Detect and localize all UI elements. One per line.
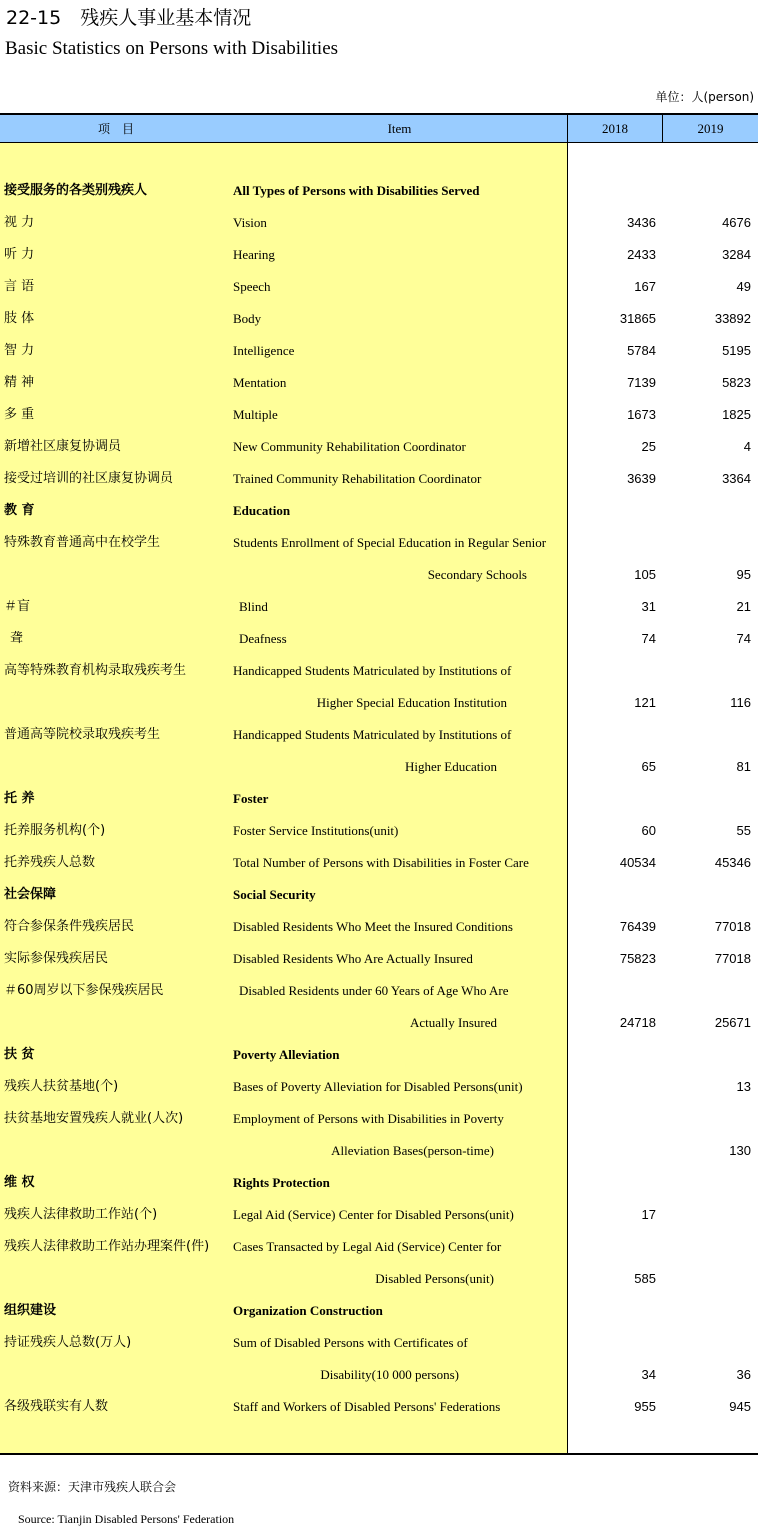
value-2019: 4676 bbox=[722, 215, 751, 230]
row-label-cn: 托养服务机构(个) bbox=[4, 823, 106, 838]
row-label-en: Intelligence bbox=[233, 343, 295, 358]
row-label-cn: 组织建设 bbox=[4, 1303, 57, 1318]
table-row bbox=[0, 591, 758, 623]
row-label-cn: 智 力 bbox=[4, 343, 35, 358]
row-label-en: Hearing bbox=[233, 247, 275, 262]
row-label-en: Trained Community Rehabilitation Coordinator bbox=[233, 471, 482, 486]
row-label-cn: 精 神 bbox=[4, 375, 35, 390]
table-row bbox=[0, 495, 758, 527]
row-label-en: Disability(10 000 persons) bbox=[320, 1367, 459, 1382]
value-2018: 65 bbox=[641, 759, 656, 774]
row-label-en: Handicapped Students Matriculated by Institutions of bbox=[233, 727, 512, 742]
table-row bbox=[0, 1135, 758, 1167]
value-2018: 75823 bbox=[619, 951, 656, 966]
value-2018: 17 bbox=[641, 1207, 656, 1222]
table-row bbox=[0, 847, 758, 879]
value-2019: 13 bbox=[736, 1079, 751, 1094]
value-2018: 1673 bbox=[627, 407, 656, 422]
table-row bbox=[0, 1359, 758, 1391]
table-row bbox=[0, 783, 758, 815]
row-label-cn: 视 力 bbox=[4, 215, 35, 230]
table-row bbox=[0, 463, 758, 495]
value-2019: 25671 bbox=[714, 1015, 751, 1030]
value-2019: 81 bbox=[736, 759, 751, 774]
row-label-en: Secondary Schools bbox=[427, 567, 527, 582]
row-label-en: Cases Transacted by Legal Aid (Service) Center for bbox=[233, 1239, 502, 1254]
value-2019: 5195 bbox=[722, 343, 751, 358]
value-2019: 33892 bbox=[714, 311, 751, 326]
value-2018: 3436 bbox=[627, 215, 656, 230]
row-label-cn: 维 权 bbox=[4, 1175, 35, 1190]
value-2019: 1825 bbox=[722, 407, 751, 422]
value-2019: 21 bbox=[736, 599, 751, 614]
table-row bbox=[0, 335, 758, 367]
row-label-cn: 扶 贫 bbox=[4, 1047, 35, 1062]
row-label-en: All Types of Persons with Disabilities Served bbox=[233, 183, 480, 198]
row-label-cn: 接受服务的各类别残疾人 bbox=[4, 183, 148, 198]
value-2018: 31865 bbox=[619, 311, 656, 326]
row-label-en: Foster Service Institutions(unit) bbox=[233, 823, 399, 838]
row-label-en: Total Number of Persons with Disabilities in Foster Care bbox=[233, 855, 529, 870]
value-2019: 77018 bbox=[714, 919, 751, 934]
table-row bbox=[0, 655, 758, 687]
value-2019: 116 bbox=[730, 695, 751, 710]
value-2019: 945 bbox=[729, 1399, 751, 1414]
row-label-en: Mentation bbox=[233, 375, 287, 390]
row-label-en: Sum of Disabled Persons with Certificates of bbox=[233, 1335, 468, 1350]
table-row bbox=[0, 207, 758, 239]
row-label-en: Staff and Workers of Disabled Persons' Federations bbox=[233, 1399, 501, 1414]
row-label-en: Disabled Residents under 60 Years of Age Who Are bbox=[239, 983, 509, 998]
row-label-en: Blind bbox=[239, 599, 268, 614]
row-label-cn: 言 语 bbox=[4, 279, 35, 294]
row-label-cn: 残疾人法律救助工作站办理案件(件) bbox=[4, 1239, 210, 1254]
row-label-cn: 多 重 bbox=[4, 407, 35, 422]
value-2019: 3364 bbox=[722, 471, 751, 486]
row-label-en: Organization Construction bbox=[233, 1303, 383, 1318]
value-2018: 34 bbox=[641, 1367, 656, 1382]
value-2018: 24718 bbox=[619, 1015, 656, 1030]
table-row bbox=[0, 1039, 758, 1071]
table-row bbox=[0, 559, 758, 591]
table-row bbox=[0, 623, 758, 655]
value-2018: 31 bbox=[641, 599, 656, 614]
table-row bbox=[0, 879, 758, 911]
table-row bbox=[0, 1071, 758, 1103]
value-2019: 45346 bbox=[714, 855, 751, 870]
source-note-en: Source: Tianjin Disabled Persons' Federation bbox=[18, 1512, 235, 1526]
row-label-en: New Community Rehabilitation Coordinator bbox=[233, 439, 466, 454]
value-2018: 5784 bbox=[627, 343, 656, 358]
value-2018: 2433 bbox=[627, 247, 656, 262]
source-note-cn: 资料来源：天津市残疾人联合会 bbox=[8, 1480, 177, 1494]
value-2018: 105 bbox=[634, 567, 656, 582]
row-label-cn: 听 力 bbox=[4, 247, 35, 262]
row-label-cn: 托 养 bbox=[4, 791, 35, 806]
table-row bbox=[0, 1295, 758, 1327]
row-label-cn: 高等特殊教育机构录取残疾考生 bbox=[4, 663, 187, 678]
row-label-cn: 普通高等院校录取残疾考生 bbox=[4, 727, 161, 742]
row-label-en: Foster bbox=[233, 791, 269, 806]
row-label-en: Employment of Persons with Disabilities in Poverty bbox=[233, 1111, 504, 1126]
value-2018: 74 bbox=[641, 631, 656, 646]
row-label-en: Disabled Residents Who Are Actually Insured bbox=[233, 951, 473, 966]
row-label-en: Students Enrollment of Special Education in Regular Senior bbox=[233, 535, 547, 550]
row-label-en: Alleviation Bases(person-time) bbox=[331, 1143, 494, 1158]
table-row bbox=[0, 1199, 758, 1231]
table-row bbox=[0, 303, 758, 335]
table-row bbox=[0, 527, 758, 559]
row-label-cn: 实际参保残疾居民 bbox=[4, 951, 109, 966]
value-2019: 95 bbox=[736, 567, 751, 582]
value-2019: 49 bbox=[736, 279, 751, 294]
row-label-en: Education bbox=[233, 503, 291, 518]
row-label-en: Body bbox=[233, 311, 262, 326]
value-2018: 167 bbox=[634, 279, 656, 294]
table-row bbox=[0, 175, 758, 207]
row-label-en: Deafness bbox=[239, 631, 287, 646]
table-row bbox=[0, 1167, 758, 1199]
row-label-en: Higher Education bbox=[404, 759, 497, 774]
table-row bbox=[0, 1103, 758, 1135]
value-2019: 3284 bbox=[722, 247, 751, 262]
value-2018: 76439 bbox=[619, 919, 656, 934]
row-label-cn: 接受过培训的社区康复协调员 bbox=[4, 471, 174, 486]
value-2019: 74 bbox=[736, 631, 751, 646]
value-2019: 4 bbox=[743, 439, 751, 454]
table-row bbox=[0, 1007, 758, 1039]
value-2019: 55 bbox=[736, 823, 751, 838]
row-label-cn: ＃盲 bbox=[4, 599, 31, 614]
value-2018: 955 bbox=[634, 1399, 656, 1414]
table-row bbox=[0, 1327, 758, 1359]
row-label-cn: 社会保障 bbox=[4, 887, 57, 902]
value-2018: 60 bbox=[641, 823, 656, 838]
row-label-cn: 新增社区康复协调员 bbox=[4, 439, 122, 454]
row-label-en: Disabled Residents Who Meet the Insured Conditions bbox=[233, 919, 513, 934]
value-2018: 25 bbox=[641, 439, 656, 454]
table-row bbox=[0, 687, 758, 719]
row-label-cn: 特殊教育普通高中在校学生 bbox=[4, 535, 161, 550]
row-label-en: Rights Protection bbox=[233, 1175, 330, 1190]
row-label-en: Higher Special Education Institution bbox=[316, 695, 507, 710]
table-row bbox=[0, 911, 758, 943]
row-label-en: Vision bbox=[233, 215, 267, 230]
row-label-en: Speech bbox=[233, 279, 271, 294]
row-label-cn: ＃60周岁以下参保残疾居民 bbox=[4, 983, 164, 998]
table-row bbox=[0, 943, 758, 975]
row-label-cn: 持证残疾人总数(万人) bbox=[4, 1335, 132, 1350]
header-item-cn: 项 目 bbox=[97, 122, 134, 136]
table-row bbox=[0, 1391, 758, 1423]
row-label-cn: 聋 bbox=[10, 631, 24, 646]
row-label-cn: 肢 体 bbox=[4, 311, 35, 326]
table-row bbox=[0, 719, 758, 751]
value-2019: 130 bbox=[729, 1143, 751, 1158]
table-row bbox=[0, 751, 758, 783]
value-2019: 36 bbox=[736, 1367, 751, 1382]
table-row bbox=[0, 399, 758, 431]
table-row bbox=[0, 1263, 758, 1295]
table-row bbox=[0, 271, 758, 303]
unit-label: 单位：人(person) bbox=[655, 90, 754, 104]
row-label-en: Multiple bbox=[233, 407, 278, 422]
table-row bbox=[0, 975, 758, 1007]
row-label-cn: 残疾人扶贫基地(个) bbox=[4, 1079, 119, 1094]
table-header bbox=[0, 113, 758, 143]
page-title-cn: 22-15 残疾人事业基本情况 bbox=[6, 7, 252, 29]
value-2018: 121 bbox=[634, 695, 656, 710]
value-2018: 40534 bbox=[619, 855, 656, 870]
row-label-cn: 托养残疾人总数 bbox=[4, 855, 96, 870]
row-label-cn: 教 育 bbox=[4, 503, 35, 518]
row-label-en: Poverty Alleviation bbox=[233, 1047, 340, 1062]
row-label-cn: 扶贫基地安置残疾人就业(人次) bbox=[4, 1111, 184, 1126]
table-bottom-rule bbox=[0, 1453, 758, 1455]
row-label-en: Bases of Poverty Alleviation for Disabled Persons(unit) bbox=[233, 1079, 523, 1094]
header-year-2019: 2019 bbox=[697, 121, 724, 136]
page-title-en: Basic Statistics on Persons with Disabilities bbox=[5, 38, 339, 59]
table-row bbox=[0, 431, 758, 463]
header-item-en: Item bbox=[387, 121, 412, 136]
row-label-cn: 符合参保条件残疾居民 bbox=[4, 919, 135, 934]
row-label-cn: 各级残联实有人数 bbox=[4, 1399, 109, 1414]
value-2018: 7139 bbox=[627, 375, 656, 390]
value-2018: 3639 bbox=[627, 471, 656, 486]
table-row bbox=[0, 815, 758, 847]
row-label-cn: 残疾人法律救助工作站(个) bbox=[4, 1207, 158, 1222]
header-year-2018: 2018 bbox=[602, 121, 628, 136]
value-2019: 77018 bbox=[714, 951, 751, 966]
row-label-en: Social Security bbox=[233, 887, 316, 902]
value-2018: 585 bbox=[634, 1271, 656, 1286]
table-row bbox=[0, 367, 758, 399]
table-row bbox=[0, 239, 758, 271]
row-label-en: Actually Insured bbox=[409, 1015, 497, 1030]
row-label-en: Disabled Persons(unit) bbox=[375, 1271, 494, 1286]
row-label-en: Handicapped Students Matriculated by Institutions of bbox=[233, 663, 512, 678]
column-divider bbox=[662, 113, 663, 143]
table-row bbox=[0, 1231, 758, 1263]
value-2019: 5823 bbox=[722, 375, 751, 390]
row-label-en: Legal Aid (Service) Center for Disabled Persons(unit) bbox=[233, 1207, 514, 1222]
